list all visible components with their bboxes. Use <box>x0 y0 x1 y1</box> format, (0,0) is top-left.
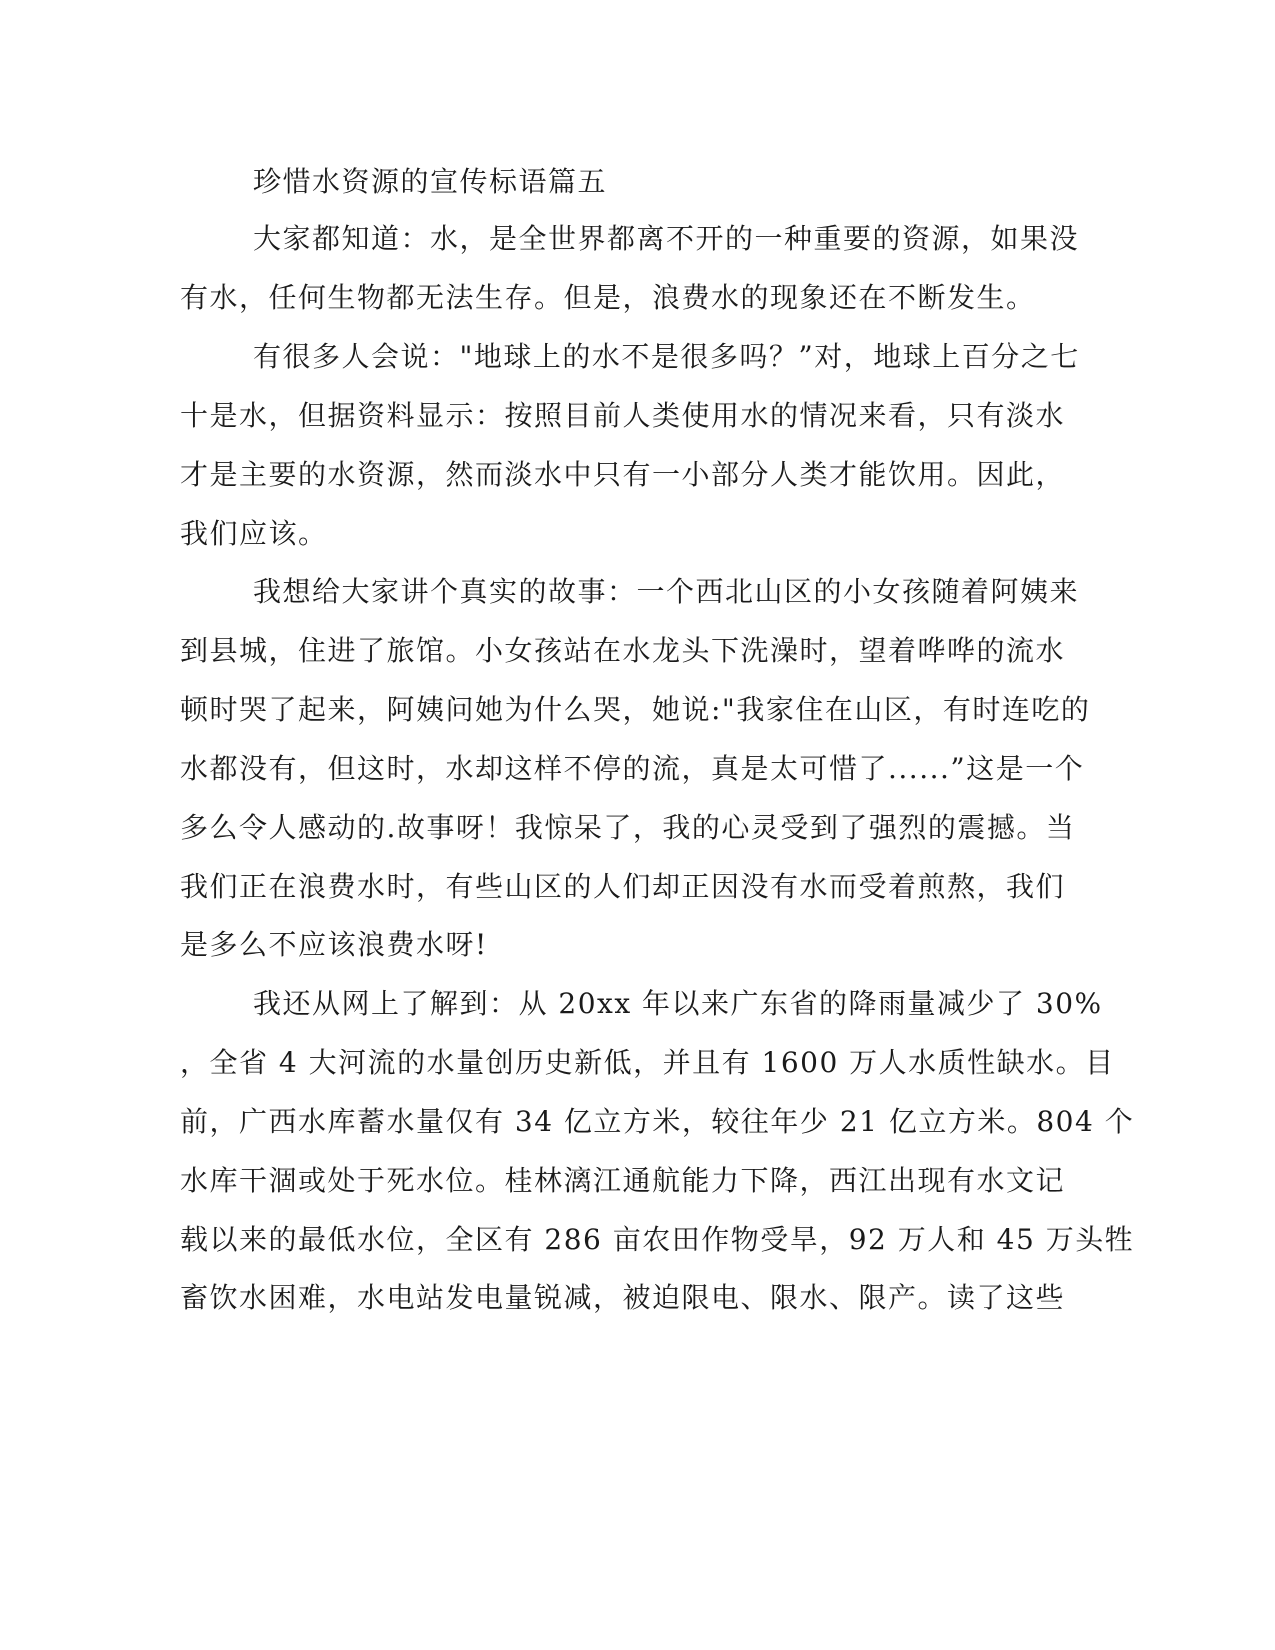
paragraph-line: 畜饮水困难，水电站发电量锐减，被迫限电、限水、限产。读了这些 <box>180 1281 1066 1314</box>
paragraph-line: 载以来的最低水位，全区有 286 亩农田作物受旱，92 万人和 45 万头牲 <box>180 1223 1135 1256</box>
paragraph-line: 到县城，住进了旅馆。小女孩站在水龙头下洗澡时，望着哗哗的流水 <box>180 634 1066 667</box>
paragraph-line: 顿时哭了起来，阿姨问她为什么哭，她说:"我家住在山区，有时连吃的 <box>180 693 1091 726</box>
paragraph-line: 我想给大家讲个真实的故事：一个西北山区的小女孩随着阿姨来 <box>253 575 1080 608</box>
paragraph-line: 我还从网上了解到：从 20xx 年以来广东省的降雨量减少了 30% <box>253 987 1103 1020</box>
document-title: 珍惜水资源的宣传标语篇五 <box>253 165 608 198</box>
paragraph-line: 十是水，但据资料显示：按照目前人类使用水的情况来看，只有淡水 <box>180 399 1066 432</box>
paragraph-line: ，全省 4 大河流的水量创历史新低，并且有 1600 万人水质性缺水。目 <box>180 1046 1115 1079</box>
paragraph-line: 有水，任何生物都无法生存。但是，浪费水的现象还在不断发生。 <box>180 281 1036 314</box>
paragraph-line: 才是主要的水资源，然而淡水中只有一小部分人类才能饮用。因此， <box>180 458 1066 491</box>
paragraph-line: 我们正在浪费水时，有些山区的人们却正因没有水而受着煎熬，我们 <box>180 870 1066 903</box>
paragraph-line: 我们应该。 <box>180 517 328 550</box>
paragraph-line: 是多么不应该浪费水呀! <box>180 928 488 961</box>
paragraph-line: 大家都知道：水，是全世界都离不开的一种重要的资源，如果没 <box>253 222 1080 255</box>
paragraph-line: 有很多人会说："地球上的水不是很多吗？”对，地球上百分之七 <box>253 340 1080 373</box>
paragraph-line: 水库干涸或处于死水位。桂林漓江通航能力下降，西江出现有水文记 <box>180 1164 1066 1197</box>
paragraph-line: 前，广西水库蓄水量仅有 34 亿立方米，较往年少 21 亿立方米。804 个 <box>180 1105 1135 1138</box>
paragraph-line: 水都没有，但这时，水却这样不停的流，真是太可惜了......”这是一个 <box>180 752 1085 785</box>
paragraph-line: 多么令人感动的.故事呀！我惊呆了，我的心灵受到了强烈的震撼。当 <box>180 811 1076 844</box>
